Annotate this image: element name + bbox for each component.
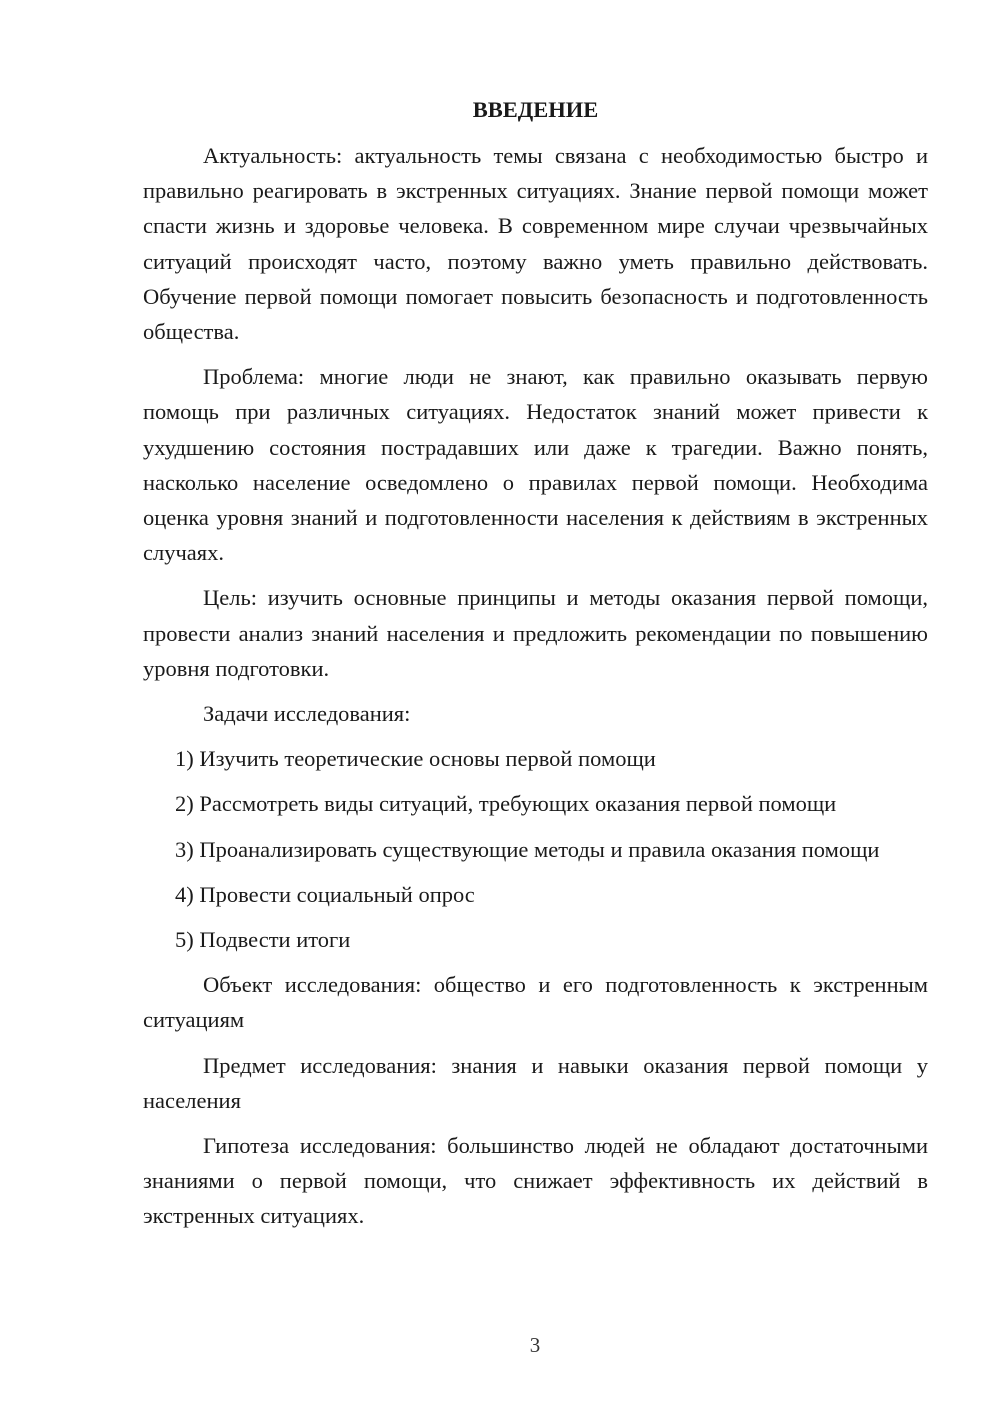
object-paragraph: Объект исследования: общество и его подготовленность к экстренным ситуациям: [143, 972, 928, 1033]
tasks-heading: Задачи исследования:: [203, 701, 411, 727]
task-item-1: 1) Изучить теоретические основы первой помощи: [175, 746, 656, 772]
subject-paragraph: Предмет исследования: знания и навыки оказания первой помощи у населения: [143, 1052, 928, 1113]
tasks-list: [143, 741, 928, 957]
task-item-2: 2) Рассмотреть виды ситуаций, требующих оказания первой помощи: [175, 791, 837, 817]
relevance-paragraph: Актуальность: актуальность темы связана с необходимостью быстро и правильно реагировать в экстренных ситуациях. Знание первой помощи может спасти жизнь и здоровье человека. В современном мире случаи чрезвычайных ситуаций происходят часто, поэтому важно уметь правильно действовать. Обучение первой помощи помогает повысить безопасность и подготовленность общества.: [143, 143, 928, 345]
page-number: 3: [529, 1333, 541, 1357]
goal-paragraph: Цель: изучить основные принципы и методы оказания первой помощи, провести анализ знаний населения и предложить рекомендации по повышению уровня подготовки.: [143, 585, 928, 681]
task-item-5: 5) Подвести итоги: [175, 927, 351, 953]
task-item-3: 3) Проанализировать существующие методы и правила оказания помощи: [175, 836, 880, 862]
task-item-4: 4) Провести социальный опрос: [175, 881, 475, 907]
hypothesis-paragraph: Гипотеза исследования: большинство людей не обладают достаточными знаниями о первой помощи, что снижает эффективность их действий в экстренных ситуациях.: [143, 1133, 928, 1229]
document-page: [143, 92, 928, 1244]
problem-paragraph: Проблема: многие люди не знают, как правильно оказывать первую помощь при различных ситуациях. Недостаток знаний может привести к ухудшению состояния пострадавших или даже к трагедии. Важно понять, насколько население осведомлено о правилах первой помощи. Необходима оценка уровня знаний и подготовленности населения к действиям в экстренных случаях.: [143, 364, 928, 566]
page-title: ВВЕДЕНИЕ: [472, 97, 599, 122]
